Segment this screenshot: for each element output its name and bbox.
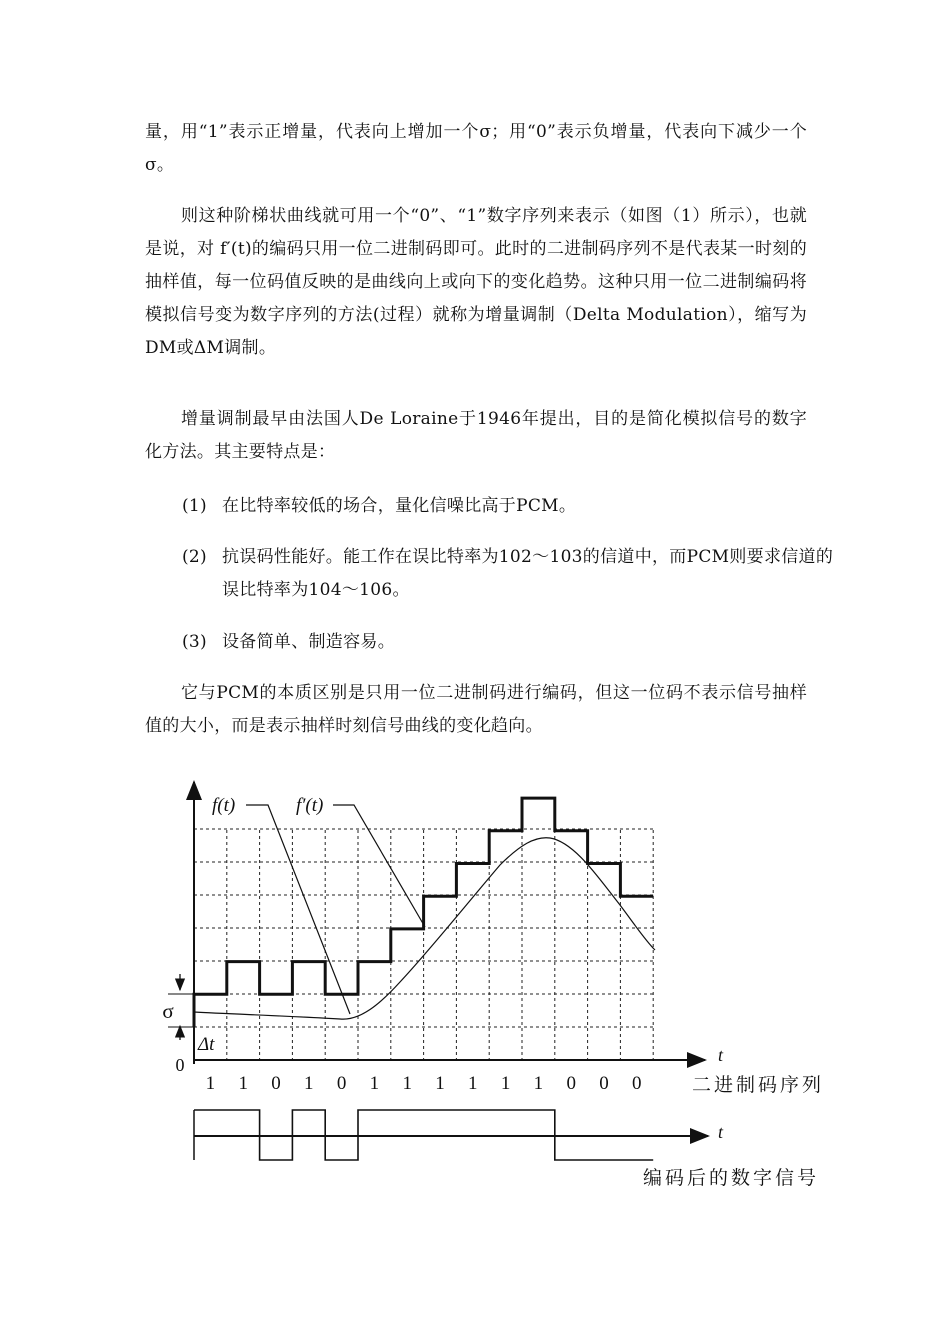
- f-t-label: f(t): [212, 795, 236, 816]
- paragraph-1: 量，用“1”表示正增量，代表向上增加一个σ；用“0”表示负增量，代表向下减少一个σ。: [145, 122, 807, 175]
- f-prime-leader: [333, 805, 425, 927]
- bit-label: 1: [533, 1073, 544, 1094]
- list-text: 抗误码性能好。能工作在误比特率为102～103的信道中，而PCM则要求信道的误比特率为104～106。: [222, 547, 834, 600]
- bit-label: 0: [566, 1073, 576, 1094]
- bit-label: 1: [435, 1073, 445, 1094]
- paragraph-3: 增量调制最早由法国人De Loraine于1946年提出，目的是简化模拟信号的数字化方法。其主要特点是：: [145, 409, 807, 462]
- t-axis-label-2: t: [718, 1122, 724, 1142]
- encoded-signal-caption: 编码后的数字信号: [643, 1167, 820, 1189]
- bit-sequence: [206, 1073, 642, 1094]
- dashed-grid: [194, 829, 653, 1060]
- bit-label: 1: [205, 1073, 216, 1094]
- sigma-label: σ: [162, 999, 174, 1023]
- list-text: 设备简单、制造容易。: [222, 632, 395, 652]
- list-number: (1): [182, 496, 207, 516]
- f-prime-label: f′(t): [296, 795, 324, 816]
- bit-label: 1: [500, 1073, 511, 1094]
- bit-label: 1: [369, 1073, 380, 1094]
- zero-label: 0: [175, 1055, 185, 1075]
- bit-label: 0: [599, 1073, 609, 1094]
- delta-t-label: Δt: [198, 1034, 215, 1055]
- t-axis-label: t: [718, 1045, 724, 1065]
- list-number: (3): [182, 632, 207, 652]
- bit-label: 1: [468, 1073, 478, 1094]
- f-t-leader: [246, 805, 350, 1014]
- binary-code-caption: 二进制码序列: [692, 1074, 825, 1096]
- bit-label: 1: [238, 1073, 248, 1094]
- bit-label: 0: [271, 1073, 281, 1094]
- bit-label: 0: [632, 1073, 642, 1094]
- paragraph-4: 它与PCM的本质区别是只用一位二进制码进行编码，但这一位码不表示信号抽样值的大小，而是表示抽样时刻信号曲线的变化趋向。: [145, 683, 807, 736]
- paragraph-2: 则这种阶梯状曲线就可用一个“0”、“1”数字序列来表示（如图（1）所示），也就是说，对 f′(t)的编码只用一位二进制码即可。此时的二进制码序列不是代表某一时刻的抽样值，每一位码值反映的是曲线向上或向下的变化趋势。这种只用一位二进制编码将模拟信号变为数字序列的方法(过程）就称为增量调制（Delta Modulation），缩写为DM或ΔM调制。: [145, 206, 807, 358]
- bit-label: 1: [304, 1073, 314, 1094]
- bit-label: 1: [402, 1073, 412, 1094]
- list-text: 在比特率较低的场合，量化信噪比高于PCM。: [222, 496, 577, 516]
- list-number: (2): [182, 547, 207, 567]
- bit-label: 0: [336, 1073, 347, 1094]
